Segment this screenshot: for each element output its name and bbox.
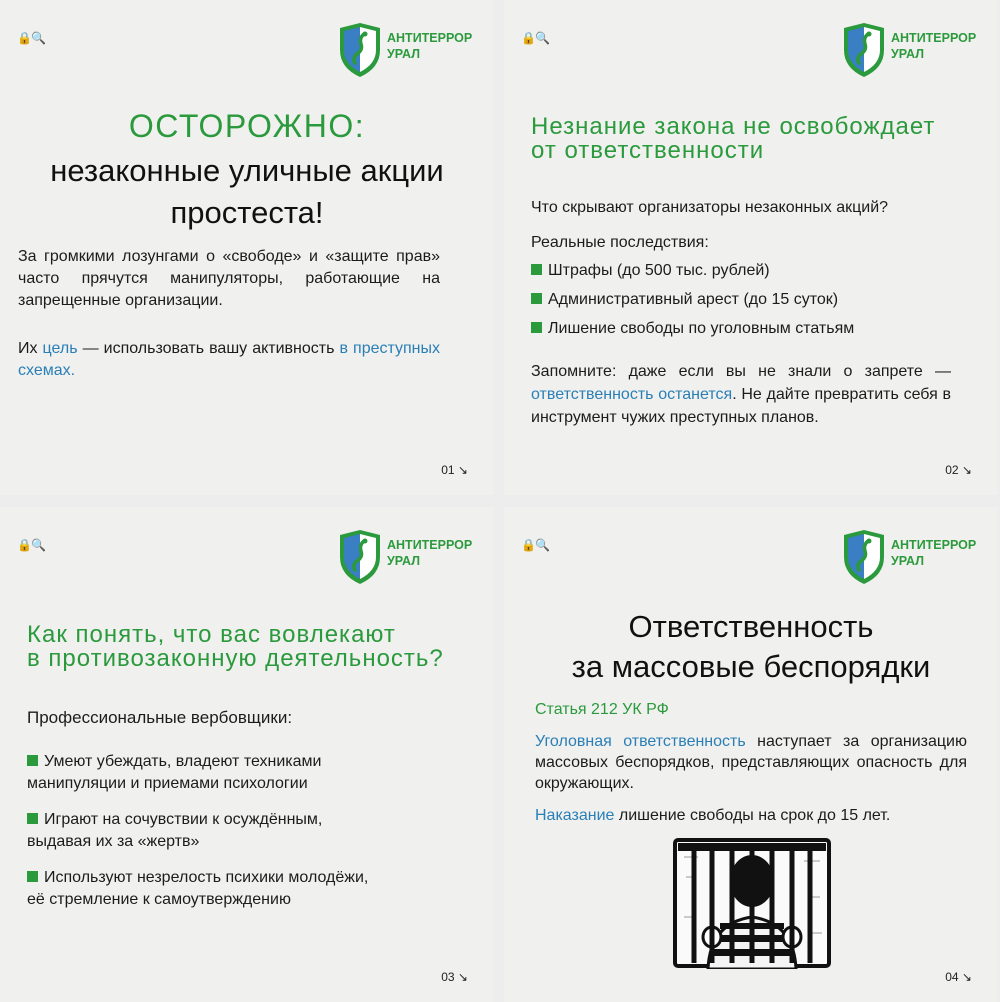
slide-3 xyxy=(0,507,494,1002)
slide-number: 02 ↘ xyxy=(945,463,972,477)
bullet-square-icon xyxy=(531,322,542,333)
bullet-square-icon xyxy=(27,755,38,766)
slide-4 xyxy=(504,507,998,1002)
brand-name: АНТИТЕРРОР УРАЛ xyxy=(387,538,473,568)
slide-title: Незнание закона не освобождает от ответственности xyxy=(531,113,936,164)
intro-paragraph: За громкими лозунгами о «свободе» и «защите прав» часто прячутся манипуляторы, работающие на запрещенные организации. xyxy=(18,248,440,309)
punishment-paragraph: Наказание лишение свободы на срок до 15 лет. xyxy=(535,807,891,824)
intro-text: Профессиональные вербовщики: xyxy=(27,708,293,727)
bullet-square-icon xyxy=(531,264,542,275)
shield-lizard-icon xyxy=(337,529,383,585)
liability-paragraph: Уголовная ответственность наступает за организацию массовых беспорядков, представляющих опасность для окружающих. xyxy=(535,733,967,792)
goal-paragraph: Их цель — использовать вашу активность в преступных схемах. xyxy=(18,340,440,379)
bullet-square-icon xyxy=(27,813,38,824)
slide-number: 04 ↘ xyxy=(945,970,972,984)
slide-subtitle: незаконные уличные акции простеста! xyxy=(50,153,444,230)
slide-1 xyxy=(0,0,494,495)
warning-paragraph: Запомните: даже если вы не знали о запрете — ответственность останется. Не дайте превратить себя в инструмент чужих преступных планов. xyxy=(531,363,951,426)
shield-lizard-icon xyxy=(841,22,887,78)
brand-name: АНТИТЕРРОР УРАЛ xyxy=(387,31,473,61)
brand-logo xyxy=(841,529,981,587)
slide-title: Как понять, что вас вовлекают в противозаконную деятельность? xyxy=(27,621,444,672)
list-item: Умеют убеждать, владеют техниками манипуляции и приемами психологии xyxy=(27,753,322,792)
list-item: Играют на сочувствии к осуждённым, выдавая их за «жертв» xyxy=(27,811,323,850)
slide-number: 01 ↘ xyxy=(441,463,468,477)
list-item: Лишение свободы по уголовным статьям xyxy=(531,317,951,340)
shield-lizard-icon xyxy=(841,529,887,585)
article-label: Статья 212 УК РФ xyxy=(535,701,669,718)
list-item: Административный арест (до 15 суток) xyxy=(531,288,951,311)
lock-search-icon: 🔒🔍 xyxy=(17,31,45,45)
bullet-square-icon xyxy=(531,293,542,304)
slide-2 xyxy=(504,0,998,495)
slide-title: ОСТОРОЖНО: xyxy=(128,108,366,144)
bullet-square-icon xyxy=(27,871,38,882)
lock-search-icon: 🔒🔍 xyxy=(521,31,549,45)
prisoner-behind-bars-icon xyxy=(672,837,832,969)
brand-name: АНТИТЕРРОР УРАЛ xyxy=(891,538,977,568)
lock-search-icon: 🔒🔍 xyxy=(521,538,549,552)
shield-lizard-icon xyxy=(337,22,383,78)
brand-logo xyxy=(337,529,477,587)
brand-logo xyxy=(841,22,981,80)
lock-search-icon: 🔒🔍 xyxy=(17,538,45,552)
list-item: Используют незрелость психики молодёжи, её стремление к самоутверждению xyxy=(27,869,369,908)
question-text: Что скрывают организаторы незаконных акций? xyxy=(531,199,889,216)
brand-name: АНТИТЕРРОР УРАЛ xyxy=(891,31,977,61)
slide-number: 03 ↘ xyxy=(441,970,468,984)
consequences-label: Реальные последствия: xyxy=(531,234,709,251)
slide-title: Ответственность за массовые беспорядки xyxy=(571,609,931,684)
list-item: Штрафы (до 500 тыс. рублей) xyxy=(531,259,951,282)
brand-logo xyxy=(337,22,477,80)
